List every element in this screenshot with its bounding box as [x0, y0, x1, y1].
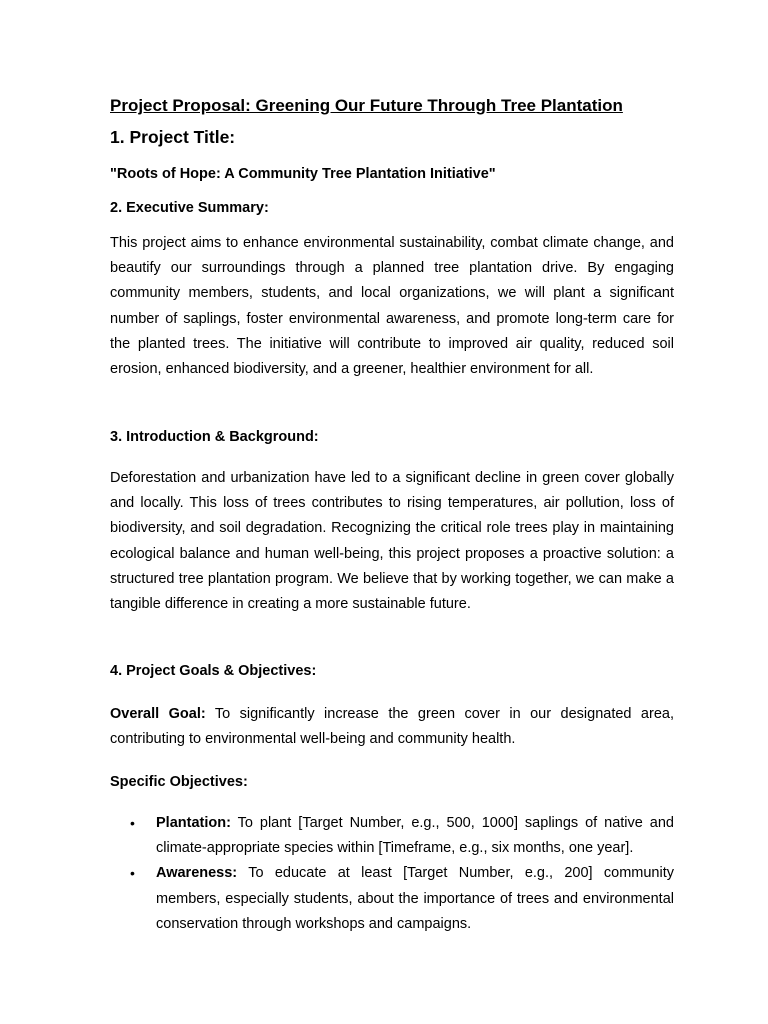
section-heading-project-title: 1. Project Title: [110, 127, 236, 147]
list-item [110, 811, 674, 861]
project-title-text: "Roots of Hope: A Community Tree Plantation Initiative" [110, 166, 496, 182]
overall-goal-paragraph [110, 702, 674, 752]
objectives-list [110, 811, 674, 937]
objective-text: To plant [Target Number, e.g., 500, 1000] saplings of native and climate-appropriate species within [Timeframe, e.g., six months, one year]. [156, 815, 674, 857]
document-title: Project Proposal: Greening Our Future Through Tree Plantation [110, 96, 623, 115]
introduction-paragraph: Deforestation and urbanization have led to a significant decline in green cover globally and locally. This loss of trees contributes to rising temperatures, air pollution, loss of biodiversity, and soil degradation. Recognizing the critical role trees play in maintaining ecological balance and human well-being, this project proposes a proactive solution: a structured tree plantation program. We believe that by working together, we can make a tangible difference in creating a more sustainable future. [110, 470, 674, 613]
section-heading-goals: 4. Project Goals & Objectives: [110, 663, 317, 679]
objective-text: To educate at least [Target Number, e.g., 200] community members, especially students, about the importance of trees and environmental conservation through workshops and campaigns. [156, 865, 674, 932]
section-heading-executive-summary: 2. Executive Summary: [110, 200, 269, 216]
bullet-icon: • [130, 815, 135, 831]
section-heading-introduction: 3. Introduction & Background: [110, 429, 319, 445]
overall-goal-text: To significantly increase the green cover in our designated area, contributing to environmental well-being and community health. [110, 706, 674, 748]
objective-label: Plantation: [156, 815, 231, 831]
executive-summary-paragraph: This project aims to enhance environmental sustainability, combat climate change, and beautify our surroundings through a planned tree plantation drive. By engaging community members, students, and local organizations, we will plant a significant number of saplings, foster environmental awareness, and promote long-term care for the planted trees. The initiative will contribute to improved air quality, reduced soil erosion, enhanced biodiversity, and a greener, healthier environment for all. [110, 235, 674, 378]
objective-label: Awareness: [156, 865, 238, 882]
overall-goal-label: Overall Goal: [110, 706, 206, 722]
specific-objectives-heading: Specific Objectives: [110, 774, 248, 790]
list-item [110, 861, 674, 937]
bullet-icon: • [130, 865, 135, 882]
